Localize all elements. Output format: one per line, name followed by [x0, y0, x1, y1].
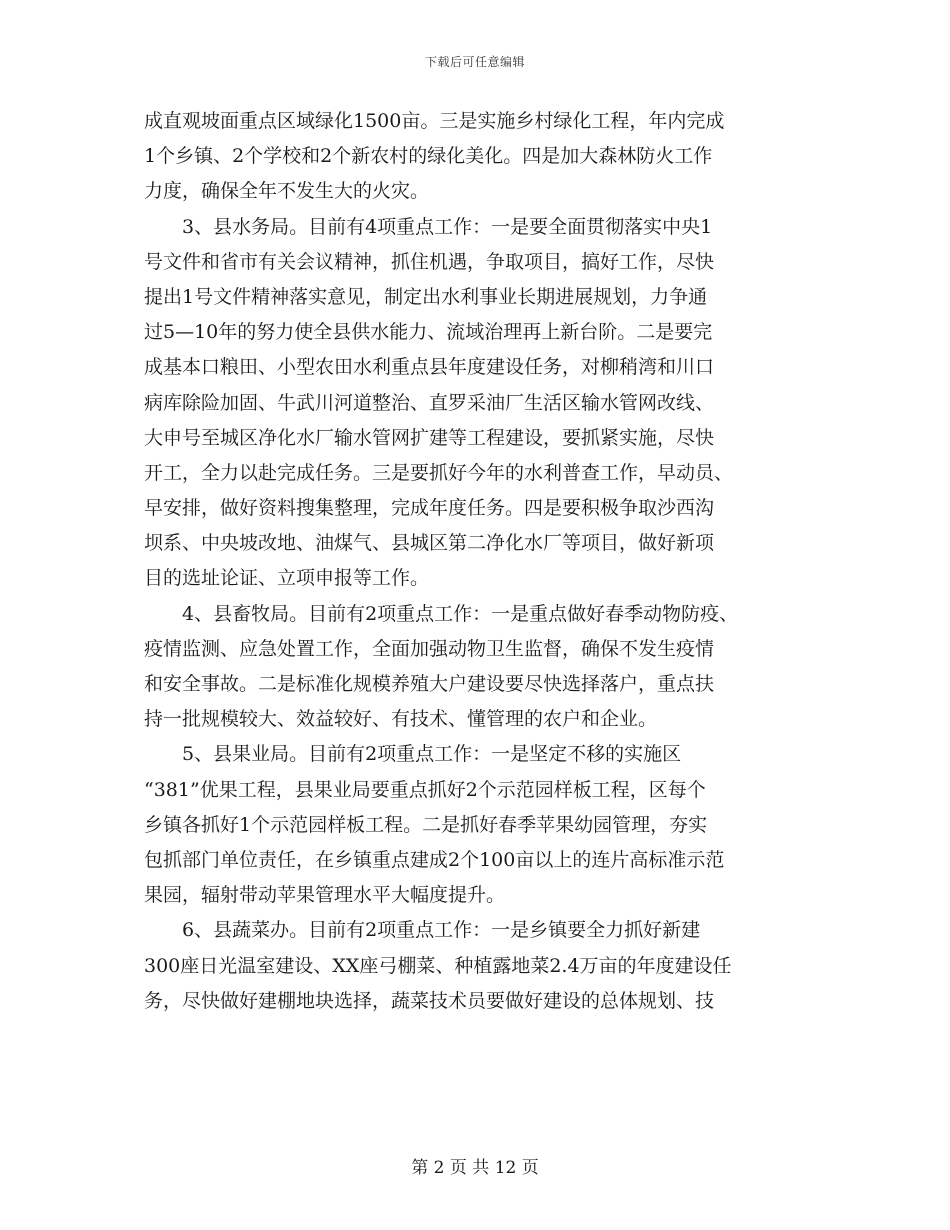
text-line: 力度，确保全年不发生大的火灾。: [144, 180, 430, 203]
text-line: 疫情监测、应急处置工作，全面加强动物卫生监督，确保不发生疫情: [144, 637, 715, 660]
text-line: 开工，全力以赴完成任务。三是要抓好今年的水利普查工作，早动员、: [144, 461, 734, 484]
text-line: 和安全事故。二是标准化规模养殖大户建设要尽快选择落户，重点扶: [144, 673, 715, 695]
text-line: “381”优果工程，县果业局要重点抓好2个示范园样板工程，区每个: [144, 778, 706, 801]
text-line: 目的选址论证、立项申报等工作。: [144, 567, 430, 590]
text-line: 务，尽快做好建棚地块选择，蔬菜技术员要做好建设的总体规划、技: [144, 989, 715, 1012]
text-line: 6、县蔬菜办。目前有2项重点工作：一是乡镇要全力抓好新建: [182, 919, 701, 942]
page-footer: 第 2 页 共 12 页: [411, 1158, 539, 1178]
text-line: 3、县水务局。目前有4项重点工作：一是要全面贯彻落实中央1: [182, 215, 713, 238]
page-header: 下载后可任意编辑: [424, 55, 525, 69]
text-line: 病库除险加固、牛武川河道整治、直罗采油厂生活区输水管网改线、: [144, 391, 715, 414]
text-line: 包抓部门单位责任，在乡镇重点建成2个100亩以上的连片高标准示范: [144, 848, 725, 871]
text-line: 大申号至城区净化水厂输水管网扩建等工程建设，要抓紧实施，尽快: [144, 426, 715, 449]
text-line: 号文件和省市有关会议精神，抓住机遇，争取项目，搞好工作，尽快: [144, 250, 715, 273]
text-line: 1个乡镇、2个学校和2个新农村的绿化美化。四是加大森林防火工作: [144, 145, 713, 168]
text-line: 坝系、中央坡改地、油煤气、县城区第二净化水厂等项目，做好新项: [144, 532, 715, 555]
text-line: 成直观坡面重点区域绿化1500亩。三是实施乡村绿化工程，年内完成: [144, 110, 725, 132]
text-line: 300座日光温室建设、XX座弓棚菜、种植露地菜2.4万亩的年度建设任: [144, 954, 732, 977]
text-line: 过5—10年的努力使全县供水能力、流域治理再上新台阶。二是要完: [144, 321, 713, 344]
text-line: 4、县畜牧局。目前有2项重点工作：一是重点做好春季动物防疫、: [182, 602, 739, 625]
text-line: 持一批规模较大、效益较好、有技术、懂管理的农户和企业。: [144, 708, 658, 731]
text-line: 5、县果业局。目前有2项重点工作：一是坚定不移的实施区: [182, 743, 682, 766]
text-line: 早安排，做好资料搜集整理，完成年度任务。四是要积极争取沙西沟: [144, 497, 715, 520]
text-line: 提出1号文件精神落实意见，制定出水利事业长期进展规划，力争通: [144, 285, 708, 308]
text-line: 乡镇各抓好1个示范园样板工程。二是抓好春季苹果幼园管理，夯实: [144, 813, 708, 836]
document-body: [144, 104, 820, 1019]
text-line: 果园，辐射带动苹果管理水平大幅度提升。: [144, 884, 506, 907]
text-line: 成基本口粮田、小型农田水利重点县年度建设任务，对柳稍湾和川口: [144, 356, 715, 379]
